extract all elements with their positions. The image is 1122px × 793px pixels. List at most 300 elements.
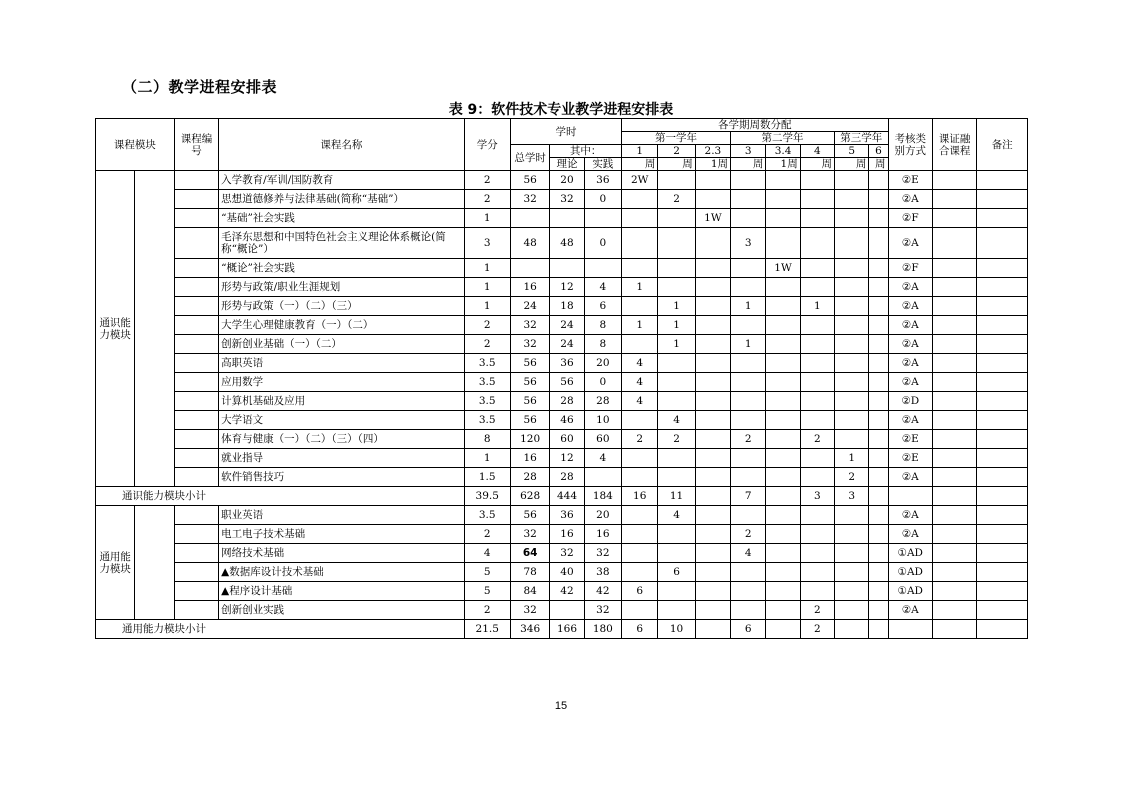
semester-cell: 11 bbox=[658, 487, 695, 506]
semester-cell bbox=[658, 449, 695, 468]
semester-cell bbox=[695, 354, 730, 373]
course-notes bbox=[977, 544, 1028, 563]
header-hours: 学时 bbox=[510, 119, 621, 145]
course-practice-hours: 42 bbox=[584, 582, 621, 601]
semester-cell bbox=[800, 316, 834, 335]
semester-cell bbox=[731, 506, 766, 525]
semester-cell: 1 bbox=[658, 316, 695, 335]
table-title: 表 9：软件技术专业教学进程安排表 bbox=[448, 102, 674, 118]
semester-cell bbox=[766, 228, 800, 259]
course-code bbox=[174, 582, 218, 601]
course-code bbox=[174, 525, 218, 544]
semester-cell bbox=[766, 468, 800, 487]
semester-cell bbox=[622, 563, 658, 582]
subtotal-cert bbox=[932, 620, 976, 639]
semester-cell bbox=[766, 620, 800, 639]
semester-cell bbox=[869, 190, 888, 209]
header-sem: 3.4 bbox=[766, 145, 800, 158]
semester-cell bbox=[835, 392, 869, 411]
course-practice-hours: 0 bbox=[584, 373, 621, 392]
course-theory-hours: 12 bbox=[550, 449, 584, 468]
course-theory-hours bbox=[550, 601, 584, 620]
semester-cell bbox=[695, 297, 730, 316]
course-notes bbox=[977, 259, 1028, 278]
header-sem: 4 bbox=[800, 145, 834, 158]
course-cert bbox=[932, 297, 976, 316]
course-name: 形势与政策（一）（二）（三） bbox=[219, 297, 464, 316]
semester-cell bbox=[731, 171, 766, 190]
course-name: 体育与健康（一）（二）（三）（四） bbox=[219, 430, 464, 449]
course-code bbox=[174, 190, 218, 209]
course-cert bbox=[932, 259, 976, 278]
semester-cell bbox=[731, 373, 766, 392]
semester-cell bbox=[658, 525, 695, 544]
semester-cell bbox=[731, 209, 766, 228]
semester-cell bbox=[835, 430, 869, 449]
course-name: 高职英语 bbox=[219, 354, 464, 373]
header-notes: 备注 bbox=[977, 119, 1028, 171]
course-total-hours: 32 bbox=[510, 190, 549, 209]
course-cert bbox=[932, 582, 976, 601]
semester-cell bbox=[766, 544, 800, 563]
subtotal-theory-hours: 444 bbox=[550, 487, 584, 506]
semester-cell bbox=[658, 544, 695, 563]
semester-cell bbox=[695, 449, 730, 468]
semester-cell bbox=[658, 601, 695, 620]
semester-cell bbox=[800, 190, 834, 209]
semester-cell: 7 bbox=[731, 487, 766, 506]
course-credits: 5 bbox=[464, 563, 510, 582]
course-theory-hours: 36 bbox=[550, 506, 584, 525]
course-row bbox=[96, 449, 1028, 468]
semester-cell bbox=[622, 209, 658, 228]
course-theory-hours: 32 bbox=[550, 190, 584, 209]
course-name: 形势与政策/职业生涯规划 bbox=[219, 278, 464, 297]
course-theory-hours: 46 bbox=[550, 411, 584, 430]
course-notes bbox=[977, 354, 1028, 373]
course-practice-hours: 10 bbox=[584, 411, 621, 430]
course-total-hours bbox=[510, 209, 549, 228]
header-name: 课程名称 bbox=[219, 119, 464, 171]
semester-cell bbox=[869, 525, 888, 544]
course-practice-hours: 32 bbox=[584, 544, 621, 563]
course-cert bbox=[932, 430, 976, 449]
schedule-table bbox=[95, 118, 1028, 639]
semester-cell bbox=[658, 228, 695, 259]
course-credits: 1.5 bbox=[464, 468, 510, 487]
semester-cell bbox=[766, 278, 800, 297]
header-week: 周 bbox=[800, 158, 834, 171]
course-total-hours: 48 bbox=[510, 228, 549, 259]
course-code bbox=[174, 228, 218, 259]
subtotal-cert bbox=[932, 487, 976, 506]
semester-cell bbox=[731, 563, 766, 582]
course-exam: ②F bbox=[888, 259, 932, 278]
course-notes bbox=[977, 297, 1028, 316]
semester-cell bbox=[622, 506, 658, 525]
semester-cell: 3 bbox=[731, 228, 766, 259]
course-notes bbox=[977, 373, 1028, 392]
course-notes bbox=[977, 278, 1028, 297]
course-code bbox=[174, 297, 218, 316]
course-practice-hours: 4 bbox=[584, 278, 621, 297]
course-exam: ②A bbox=[888, 297, 932, 316]
semester-cell bbox=[800, 525, 834, 544]
course-name: 软件销售技巧 bbox=[219, 468, 464, 487]
course-total-hours: 56 bbox=[510, 392, 549, 411]
semester-cell: 4 bbox=[622, 392, 658, 411]
course-theory-hours: 28 bbox=[550, 392, 584, 411]
semester-cell: 2W bbox=[622, 171, 658, 190]
semester-cell bbox=[695, 259, 730, 278]
semester-cell: 2 bbox=[731, 525, 766, 544]
course-cert bbox=[932, 411, 976, 430]
header-sem: 6 bbox=[869, 145, 888, 158]
semester-cell bbox=[766, 354, 800, 373]
course-name: ▲数据库设计技术基础 bbox=[219, 563, 464, 582]
course-row bbox=[96, 468, 1028, 487]
semester-cell bbox=[766, 449, 800, 468]
semester-cell bbox=[622, 335, 658, 354]
header-week: 周 bbox=[658, 158, 695, 171]
header-week: 1周 bbox=[766, 158, 800, 171]
header-code: 课程编号 bbox=[174, 119, 218, 171]
subtotal-notes bbox=[977, 487, 1028, 506]
semester-cell: 2 bbox=[731, 430, 766, 449]
semester-cell bbox=[835, 544, 869, 563]
semester-cell: 3 bbox=[800, 487, 834, 506]
semester-cell bbox=[869, 468, 888, 487]
course-cert bbox=[932, 563, 976, 582]
course-credits: 2 bbox=[464, 601, 510, 620]
course-exam: ②D bbox=[888, 392, 932, 411]
semester-cell bbox=[800, 563, 834, 582]
course-cert bbox=[932, 354, 976, 373]
course-cert bbox=[932, 316, 976, 335]
course-row bbox=[96, 354, 1028, 373]
course-credits: 1 bbox=[464, 278, 510, 297]
semester-cell bbox=[766, 392, 800, 411]
course-name: “概论”社会实践 bbox=[219, 259, 464, 278]
course-total-hours bbox=[510, 259, 549, 278]
semester-cell bbox=[695, 190, 730, 209]
course-total-hours: 32 bbox=[510, 525, 549, 544]
course-credits: 3.5 bbox=[464, 392, 510, 411]
semester-cell bbox=[658, 259, 695, 278]
module-code-cell bbox=[135, 506, 174, 620]
semester-cell bbox=[835, 190, 869, 209]
course-notes bbox=[977, 449, 1028, 468]
course-cert bbox=[932, 171, 976, 190]
semester-cell bbox=[800, 209, 834, 228]
subtotal-label: 通识能力模块小计 bbox=[96, 487, 465, 506]
semester-cell bbox=[731, 411, 766, 430]
course-exam: ②A bbox=[888, 278, 932, 297]
semester-cell bbox=[695, 544, 730, 563]
course-practice-hours bbox=[584, 468, 621, 487]
semester-cell bbox=[869, 563, 888, 582]
semester-cell bbox=[695, 171, 730, 190]
subtotal-exam bbox=[888, 620, 932, 639]
semester-cell: 1 bbox=[835, 449, 869, 468]
header-sem: 5 bbox=[835, 145, 869, 158]
course-code bbox=[174, 316, 218, 335]
semester-cell bbox=[731, 449, 766, 468]
semester-cell: 1W bbox=[766, 259, 800, 278]
course-theory-hours: 12 bbox=[550, 278, 584, 297]
course-cert bbox=[932, 373, 976, 392]
semester-cell bbox=[766, 582, 800, 601]
course-credits: 1 bbox=[464, 449, 510, 468]
semester-cell: 4 bbox=[622, 354, 658, 373]
course-notes bbox=[977, 171, 1028, 190]
course-theory-hours: 56 bbox=[550, 373, 584, 392]
course-row bbox=[96, 209, 1028, 228]
semester-cell bbox=[800, 228, 834, 259]
course-row bbox=[96, 278, 1028, 297]
semester-cell bbox=[622, 525, 658, 544]
course-total-hours: 16 bbox=[510, 278, 549, 297]
course-row bbox=[96, 373, 1028, 392]
semester-cell bbox=[800, 582, 834, 601]
course-exam: ②A bbox=[888, 335, 932, 354]
course-cert bbox=[932, 468, 976, 487]
semester-cell bbox=[731, 278, 766, 297]
course-name: 职业英语 bbox=[219, 506, 464, 525]
course-name: 应用数学 bbox=[219, 373, 464, 392]
semester-cell bbox=[869, 171, 888, 190]
course-cert bbox=[932, 506, 976, 525]
course-exam: ②E bbox=[888, 430, 932, 449]
course-row bbox=[96, 316, 1028, 335]
semester-cell bbox=[658, 582, 695, 601]
course-exam: ②A bbox=[888, 525, 932, 544]
course-name: 电工电子技术基础 bbox=[219, 525, 464, 544]
course-practice-hours: 32 bbox=[584, 601, 621, 620]
subtotal-practice-hours: 184 bbox=[584, 487, 621, 506]
course-theory-hours: 20 bbox=[550, 171, 584, 190]
course-name: “基础”社会实践 bbox=[219, 209, 464, 228]
course-total-hours: 56 bbox=[510, 411, 549, 430]
course-practice-hours: 0 bbox=[584, 228, 621, 259]
course-name: 网络技术基础 bbox=[219, 544, 464, 563]
semester-cell bbox=[835, 601, 869, 620]
semester-cell bbox=[766, 430, 800, 449]
semester-cell bbox=[695, 525, 730, 544]
semester-cell bbox=[731, 601, 766, 620]
course-cert bbox=[932, 544, 976, 563]
semester-cell bbox=[835, 316, 869, 335]
semester-cell bbox=[695, 620, 730, 639]
semester-cell bbox=[835, 525, 869, 544]
header-year3: 第三学年 bbox=[835, 132, 889, 145]
semester-cell: 6 bbox=[622, 620, 658, 639]
course-theory-hours: 36 bbox=[550, 354, 584, 373]
header-year2: 第二学年 bbox=[731, 132, 835, 145]
course-cert bbox=[932, 209, 976, 228]
course-notes bbox=[977, 506, 1028, 525]
semester-cell bbox=[869, 228, 888, 259]
course-exam: ②A bbox=[888, 601, 932, 620]
semester-cell bbox=[766, 316, 800, 335]
semester-cell bbox=[835, 335, 869, 354]
course-notes bbox=[977, 228, 1028, 259]
course-practice-hours: 20 bbox=[584, 354, 621, 373]
page-number: 15 bbox=[554, 700, 568, 712]
semester-cell bbox=[869, 209, 888, 228]
header-theory: 理论 bbox=[550, 158, 584, 171]
course-theory-hours: 24 bbox=[550, 316, 584, 335]
header-week: 周 bbox=[622, 158, 658, 171]
course-notes bbox=[977, 190, 1028, 209]
course-practice-hours: 6 bbox=[584, 297, 621, 316]
header-practice: 实践 bbox=[584, 158, 621, 171]
course-credits: 2 bbox=[464, 335, 510, 354]
course-row bbox=[96, 544, 1028, 563]
semester-cell bbox=[695, 430, 730, 449]
semester-cell bbox=[695, 468, 730, 487]
semester-cell: 1W bbox=[695, 209, 730, 228]
course-name: 创新创业实践 bbox=[219, 601, 464, 620]
course-code bbox=[174, 259, 218, 278]
semester-cell: 4 bbox=[731, 544, 766, 563]
course-cert bbox=[932, 525, 976, 544]
semester-cell bbox=[622, 449, 658, 468]
semester-cell bbox=[835, 411, 869, 430]
semester-cell: 10 bbox=[658, 620, 695, 639]
course-code bbox=[174, 601, 218, 620]
course-row bbox=[96, 392, 1028, 411]
semester-cell bbox=[766, 506, 800, 525]
course-row bbox=[96, 335, 1028, 354]
course-practice-hours: 0 bbox=[584, 190, 621, 209]
course-notes bbox=[977, 563, 1028, 582]
course-practice-hours: 20 bbox=[584, 506, 621, 525]
semester-cell bbox=[800, 392, 834, 411]
course-practice-hours: 16 bbox=[584, 525, 621, 544]
course-code bbox=[174, 209, 218, 228]
course-exam: ②A bbox=[888, 506, 932, 525]
course-row bbox=[96, 525, 1028, 544]
semester-cell bbox=[731, 468, 766, 487]
subtotal-total-hours: 628 bbox=[510, 487, 549, 506]
semester-cell bbox=[869, 487, 888, 506]
course-theory-hours: 16 bbox=[550, 525, 584, 544]
course-theory-hours: 42 bbox=[550, 582, 584, 601]
header-exam: 考核类别方式 bbox=[888, 119, 932, 171]
course-notes bbox=[977, 316, 1028, 335]
course-total-hours: 28 bbox=[510, 468, 549, 487]
module-label: 通识能力模块 bbox=[96, 171, 135, 487]
semester-cell bbox=[622, 190, 658, 209]
course-name: ▲程序设计基础 bbox=[219, 582, 464, 601]
course-cert bbox=[932, 392, 976, 411]
semester-cell bbox=[800, 354, 834, 373]
semester-cell bbox=[869, 582, 888, 601]
course-theory-hours: 48 bbox=[550, 228, 584, 259]
semester-cell bbox=[869, 411, 888, 430]
header-sem: 3 bbox=[731, 145, 766, 158]
semester-cell bbox=[766, 171, 800, 190]
header-sem: 1 bbox=[622, 145, 658, 158]
semester-cell bbox=[658, 392, 695, 411]
header-credits: 学分 bbox=[464, 119, 510, 171]
semester-cell bbox=[622, 228, 658, 259]
course-code bbox=[174, 354, 218, 373]
course-name: 计算机基础及应用 bbox=[219, 392, 464, 411]
semester-cell bbox=[766, 525, 800, 544]
course-notes bbox=[977, 582, 1028, 601]
semester-cell: 3 bbox=[835, 487, 869, 506]
course-notes bbox=[977, 392, 1028, 411]
course-exam: ①AD bbox=[888, 544, 932, 563]
semester-cell: 1 bbox=[622, 316, 658, 335]
semester-cell: 2 bbox=[658, 190, 695, 209]
semester-cell: 4 bbox=[658, 411, 695, 430]
semester-cell: 16 bbox=[622, 487, 658, 506]
course-theory-hours: 18 bbox=[550, 297, 584, 316]
course-code bbox=[174, 449, 218, 468]
semester-cell bbox=[800, 449, 834, 468]
course-credits: 3 bbox=[464, 228, 510, 259]
semester-cell bbox=[658, 278, 695, 297]
semester-cell: 1 bbox=[731, 297, 766, 316]
course-credits: 4 bbox=[464, 544, 510, 563]
course-row bbox=[96, 190, 1028, 209]
semester-cell bbox=[800, 544, 834, 563]
semester-cell bbox=[869, 392, 888, 411]
course-notes bbox=[977, 601, 1028, 620]
semester-cell bbox=[766, 190, 800, 209]
semester-cell bbox=[766, 411, 800, 430]
semester-cell bbox=[658, 373, 695, 392]
semester-cell: 6 bbox=[622, 582, 658, 601]
course-credits: 3.5 bbox=[464, 411, 510, 430]
subtotal-row bbox=[96, 487, 1028, 506]
semester-cell bbox=[695, 601, 730, 620]
course-practice-hours: 60 bbox=[584, 430, 621, 449]
course-practice-hours: 36 bbox=[584, 171, 621, 190]
header-week: 周 bbox=[869, 158, 888, 171]
course-theory-hours bbox=[550, 209, 584, 228]
course-exam: ②F bbox=[888, 209, 932, 228]
course-cert bbox=[932, 601, 976, 620]
semester-cell: 1 bbox=[658, 335, 695, 354]
header-cert: 课证融合课程 bbox=[932, 119, 976, 171]
semester-cell bbox=[695, 582, 730, 601]
course-code bbox=[174, 430, 218, 449]
subtotal-label: 通用能力模块小计 bbox=[96, 620, 465, 639]
course-name: 大学生心理健康教育（一）（二） bbox=[219, 316, 464, 335]
semester-cell bbox=[869, 430, 888, 449]
course-exam: ②A bbox=[888, 411, 932, 430]
course-row bbox=[96, 228, 1028, 259]
semester-cell: 6 bbox=[731, 620, 766, 639]
course-notes bbox=[977, 411, 1028, 430]
semester-cell bbox=[731, 392, 766, 411]
semester-cell: 2 bbox=[622, 430, 658, 449]
course-total-hours: 56 bbox=[510, 373, 549, 392]
section-heading: （二）教学进程安排表 bbox=[122, 78, 278, 96]
semester-cell bbox=[766, 297, 800, 316]
header-sem: 2 bbox=[658, 145, 695, 158]
semester-cell bbox=[800, 506, 834, 525]
subtotal-total-hours: 346 bbox=[510, 620, 549, 639]
course-notes bbox=[977, 335, 1028, 354]
course-cert bbox=[932, 449, 976, 468]
semester-cell bbox=[800, 278, 834, 297]
semester-cell bbox=[695, 335, 730, 354]
